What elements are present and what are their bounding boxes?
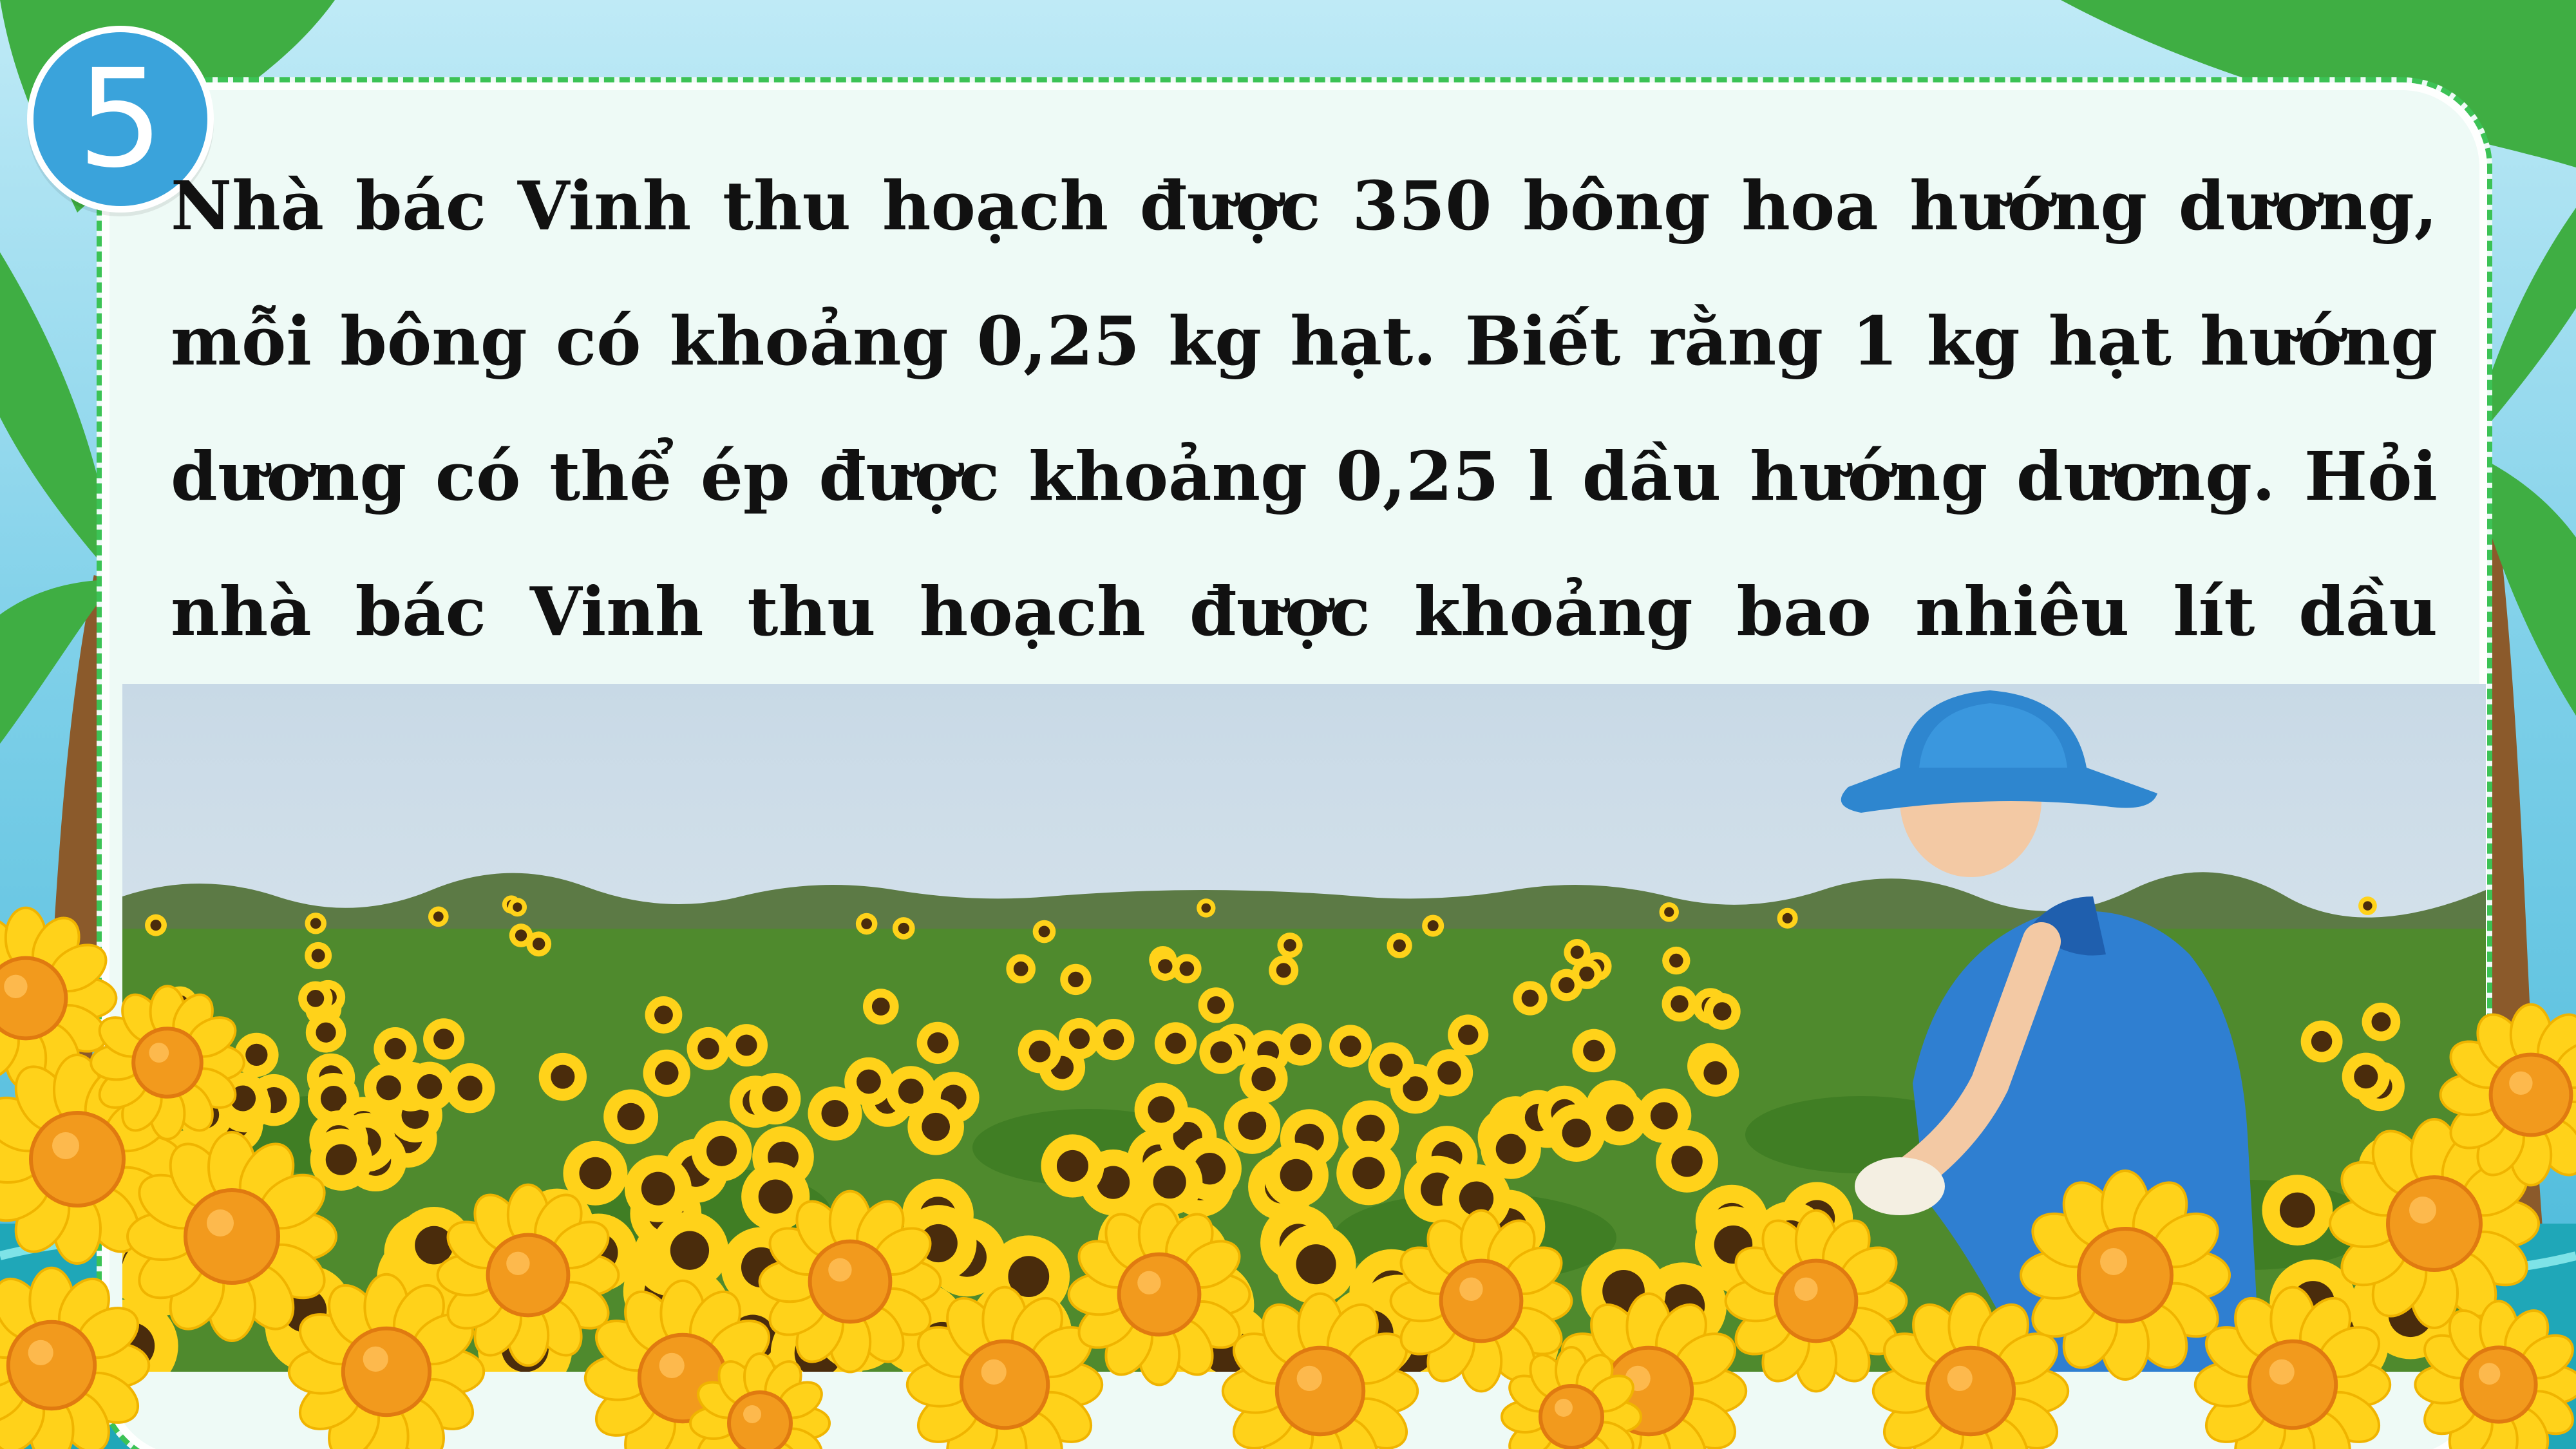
- field-sunflower: [1093, 1019, 1134, 1060]
- field-sunflower: [158, 1155, 225, 1222]
- field-sunflower: [1060, 964, 1091, 995]
- field-sunflower: [1753, 1202, 1829, 1278]
- field-sunflower: [1329, 1025, 1372, 1067]
- field-sunflower: [423, 1018, 464, 1059]
- field-sunflower: [900, 1205, 977, 1282]
- field-sunflower: [1155, 1022, 1197, 1064]
- field-sunflower: [643, 1050, 690, 1097]
- field-sunflower: [1135, 1083, 1188, 1136]
- field-sunflower: [1660, 902, 1679, 922]
- field-sunflower: [2342, 1053, 2390, 1101]
- problem-number-badge: 5: [27, 26, 214, 213]
- field-sunflower: [145, 914, 167, 936]
- field-sunflower: [1513, 981, 1547, 1015]
- field-sunflower: [813, 1280, 904, 1371]
- field-sunflower: [917, 1022, 959, 1064]
- field-sunflower: [844, 1057, 893, 1106]
- field-sunflower: [2360, 1171, 2430, 1242]
- field-sunflower: [234, 1033, 278, 1077]
- field-sunflower: [306, 1012, 346, 1052]
- field-sunflower: [1564, 939, 1590, 965]
- field-sunflower: [1276, 1224, 1356, 1304]
- field-sunflower: [1033, 920, 1056, 943]
- field-sunflower: [310, 1129, 372, 1191]
- field-sunflower: [687, 1027, 730, 1070]
- field-sunflower: [1098, 1204, 1174, 1280]
- field-sunflower: [2269, 1259, 2356, 1345]
- field-sunflower: [1264, 1143, 1328, 1208]
- field-sunflower: [146, 999, 184, 1037]
- field-sunflower: [1581, 1249, 1665, 1333]
- field-sunflower: [1137, 1149, 1202, 1215]
- field-sunflower: [1240, 1055, 1288, 1103]
- field-sunflower: [509, 923, 533, 947]
- field-sunflower: [1041, 1134, 1104, 1197]
- field-sunflower: [1269, 956, 1298, 985]
- field-sunflower: [886, 1066, 936, 1116]
- field-sunflower: [428, 907, 449, 927]
- field-sunflower: [1692, 1050, 1739, 1097]
- sunflower-field-photo: [122, 684, 2486, 1372]
- field-sunflower: [1448, 1014, 1488, 1055]
- field-sunflower: [1277, 933, 1302, 958]
- field-sunflower: [1167, 1261, 1254, 1348]
- field-sunflower: [508, 898, 527, 916]
- sunflower-field-illustration: [122, 684, 2486, 1372]
- field-sunflower: [305, 913, 326, 934]
- field-sunflower: [298, 981, 332, 1016]
- field-sunflower: [2362, 1003, 2401, 1041]
- field-sunflower: [1387, 933, 1412, 958]
- field-sunflower: [2358, 896, 2377, 915]
- field-sunflower: [560, 1214, 638, 1292]
- field-sunflower: [1336, 1141, 1401, 1205]
- field-sunflower: [226, 1218, 305, 1297]
- field-sunflower: [1197, 898, 1215, 917]
- field-sunflower: [1368, 1043, 1414, 1088]
- field-sunflower: [539, 1053, 587, 1101]
- field-sunflower: [1662, 947, 1690, 974]
- field-sunflower: [1777, 908, 1798, 929]
- field-sunflower: [395, 1207, 472, 1283]
- field-sunflower: [483, 1237, 565, 1320]
- field-sunflower: [1572, 1029, 1615, 1072]
- field-sunflower: [1401, 1244, 1485, 1327]
- field-sunflower: [603, 1090, 658, 1144]
- field-sunflower: [405, 1062, 455, 1112]
- problem-text: Nhà bác Vinh thu hoạch được 350 bông hoa hướng dương, mỗi bông có khoảng 0,25 kg hạt. Biết rằng 1 kg hạt hướng dương có thể ép được khoảng 0,25 l dầu hướng dương. Hỏi nhà bác Vinh thu hoạch được khoảng bao nhiêu lít dầu: [171, 166, 2438, 651]
- field-sunflower: [2366, 1271, 2455, 1359]
- field-sunflower: [625, 1155, 692, 1222]
- field-sunflower: [1426, 1049, 1473, 1096]
- field-sunflower: [691, 1121, 752, 1181]
- field-sunflower: [863, 989, 899, 1025]
- field-sunflower: [2262, 1175, 2333, 1245]
- field-sunflower: [1198, 987, 1234, 1023]
- field-sunflower: [1006, 954, 1036, 984]
- field-sunflower: [988, 1235, 1070, 1317]
- field-sunflower: [651, 1211, 729, 1289]
- field-sunflower: [1704, 993, 1741, 1030]
- field-sunflower: [1662, 986, 1698, 1021]
- field-sunflower: [1199, 1030, 1243, 1074]
- field-sunflower: [645, 996, 683, 1034]
- field-sunflower: [305, 942, 332, 969]
- field-sunflower: [893, 917, 915, 940]
- field-sunflower: [1593, 1090, 1647, 1145]
- field-sunflower: [1018, 1030, 1062, 1074]
- field-sunflower: [1224, 1097, 1280, 1153]
- field-sunflower: [856, 913, 878, 935]
- field-sunflower: [2301, 1021, 2343, 1063]
- field-sunflower: [741, 1162, 810, 1231]
- field-sunflower: [1422, 914, 1444, 936]
- field-sunflower: [1550, 969, 1582, 1001]
- field-sunflower: [725, 1024, 768, 1066]
- field-sunflower: [217, 1072, 269, 1124]
- field-sunflower: [1151, 952, 1180, 981]
- field-sunflower: [1442, 1164, 1511, 1233]
- field-sunflower: [749, 1073, 800, 1124]
